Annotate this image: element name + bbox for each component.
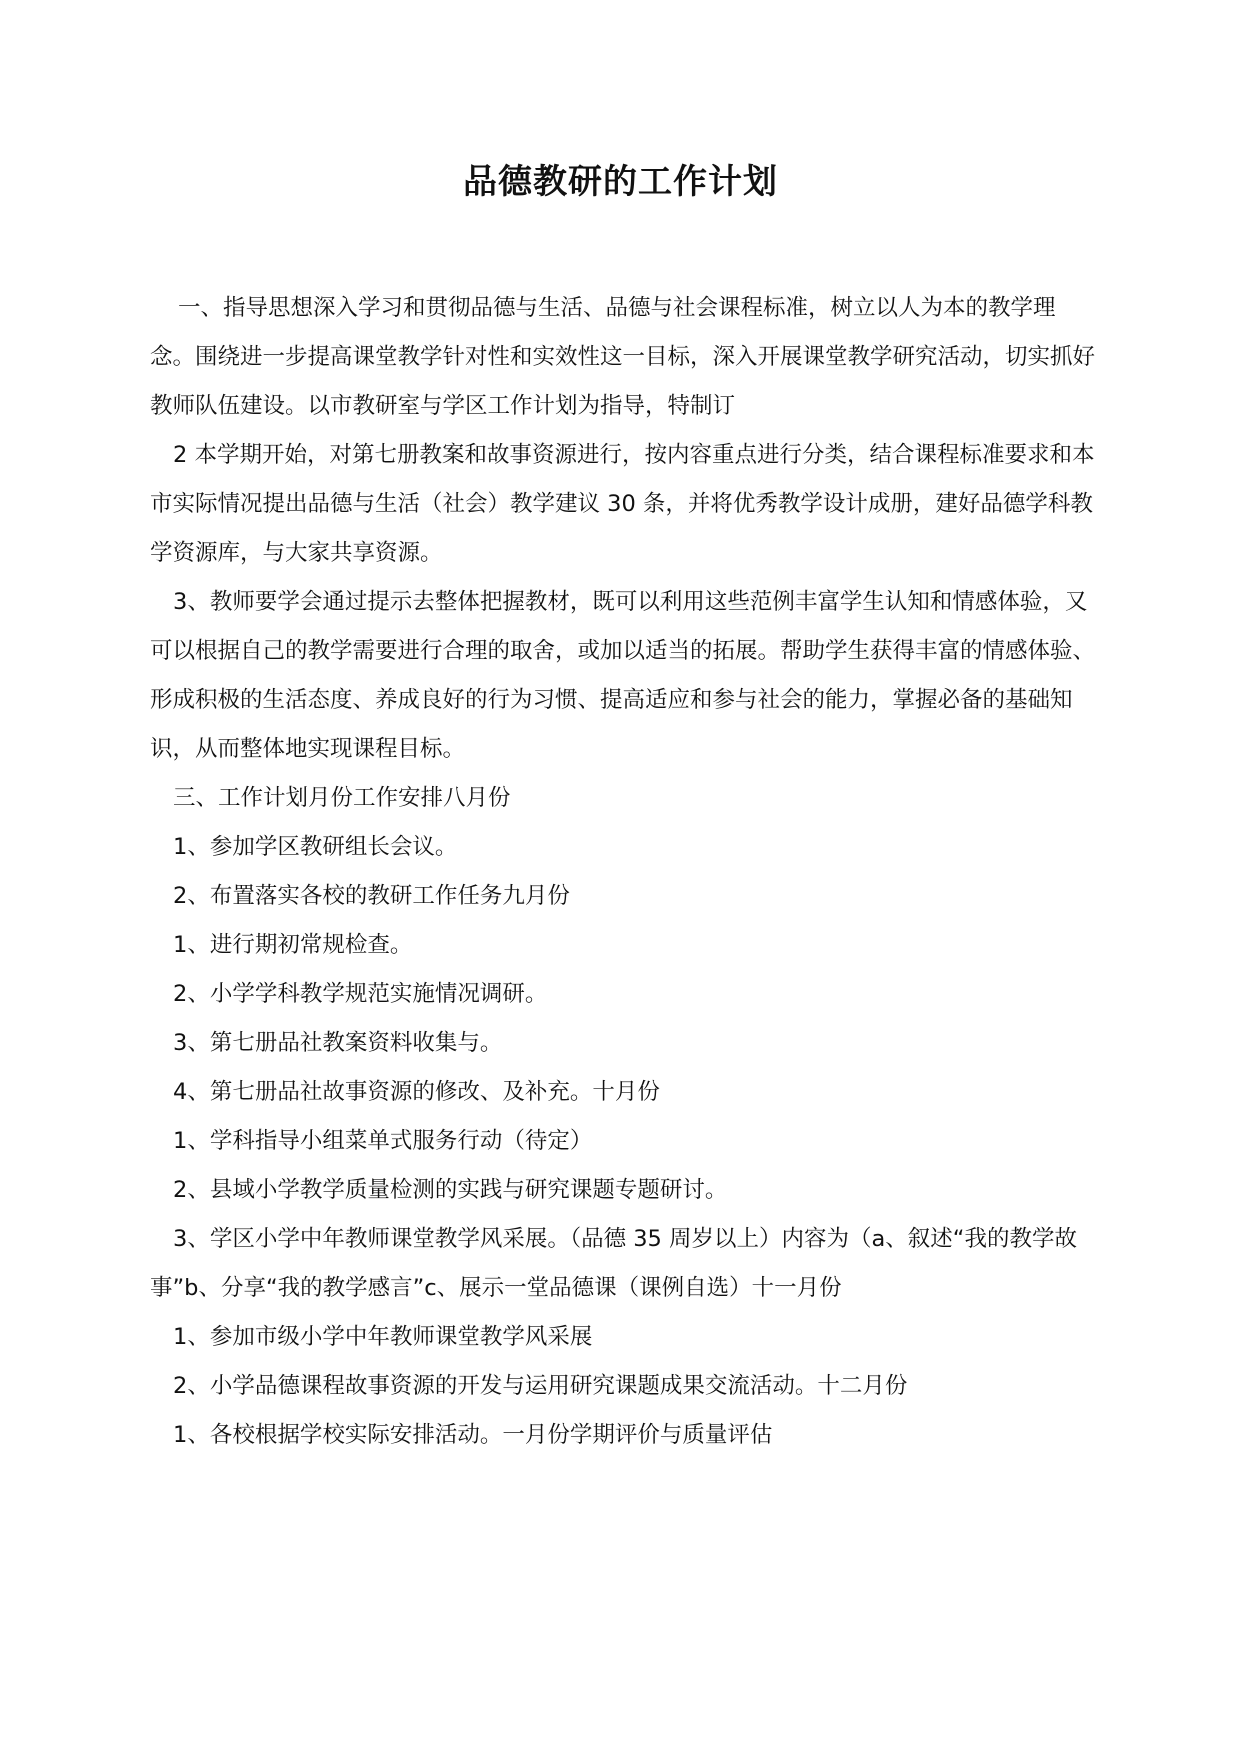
paragraph-august-1: 1、参加学区教研组长会议。	[173, 834, 458, 860]
paragraph-october-3: 3、学区小学中年教师课堂教学风采展。（品德 35 周岁以上）内容为（a、叙述“我的教学故事”b、分享“我的教学感言”c、展示一堂品德课（课例自选）十一月份	[150, 1226, 1077, 1301]
paragraph-december-1: 1、各校根据学校实际安排活动。一月份学期评价与质量评估	[173, 1422, 773, 1448]
paragraph-guiding-ideology: 一、指导思想深入学习和贯彻品德与生活、品德与社会课程标准，树立以人为本的教学理念。围绕进一步提高课堂教学针对性和实效性这一目标，深入开展课堂教学研究活动，切实抓好教师队伍建设。以市教研室与学区工作计划为指导，特制订	[150, 295, 1096, 419]
paragraph-november-2: 2、小学品德课程故事资源的开发与运用研究课题成果交流活动。十二月份	[173, 1373, 908, 1399]
document-body	[150, 284, 1100, 1460]
paragraph-section-three: 三、工作计划月份工作安排八月份	[173, 785, 511, 811]
paragraph-october-1: 1、学科指导小组菜单式服务行动（待定）	[173, 1128, 593, 1154]
paragraph-november-1: 1、参加市级小学中年教师课堂教学风采展	[173, 1324, 593, 1350]
paragraph-item-2: 2 本学期开始，对第七册教案和故事资源进行，按内容重点进行分类，结合课程标准要求和本市实际情况提出品德与生活（社会）教学建议 30 条，并将优秀教学设计成册，建好品德学科教学资源库，与大家共享资源。	[150, 442, 1095, 566]
paragraph-september-3: 3、第七册品社教案资料收集与。	[173, 1030, 503, 1056]
paragraph-august-2: 2、布置落实各校的教研工作任务九月份	[173, 883, 570, 909]
paragraph-september-1: 1、进行期初常规检查。	[173, 932, 413, 958]
paragraph-item-3: 3、教师要学会通过提示去整体把握教材，既可以利用这些范例丰富学生认知和情感体验，又可以根据自己的教学需要进行合理的取舍，或加以适当的拓展。帮助学生获得丰富的情感体验、形成积极的生活态度、养成良好的行为习惯、提高适应和参与社会的能力，掌握必备的基础知识，从而整体地实现课程目标。	[150, 589, 1096, 762]
paragraph-september-2: 2、小学学科教学规范实施情况调研。	[173, 981, 548, 1007]
paragraph-october-2: 2、县域小学教学质量检测的实践与研究课题专题研讨。	[173, 1177, 728, 1203]
document-title: 品德教研的工作计划	[463, 162, 778, 202]
paragraph-september-4: 4、第七册品社故事资源的修改、及补充。十月份	[173, 1079, 660, 1105]
